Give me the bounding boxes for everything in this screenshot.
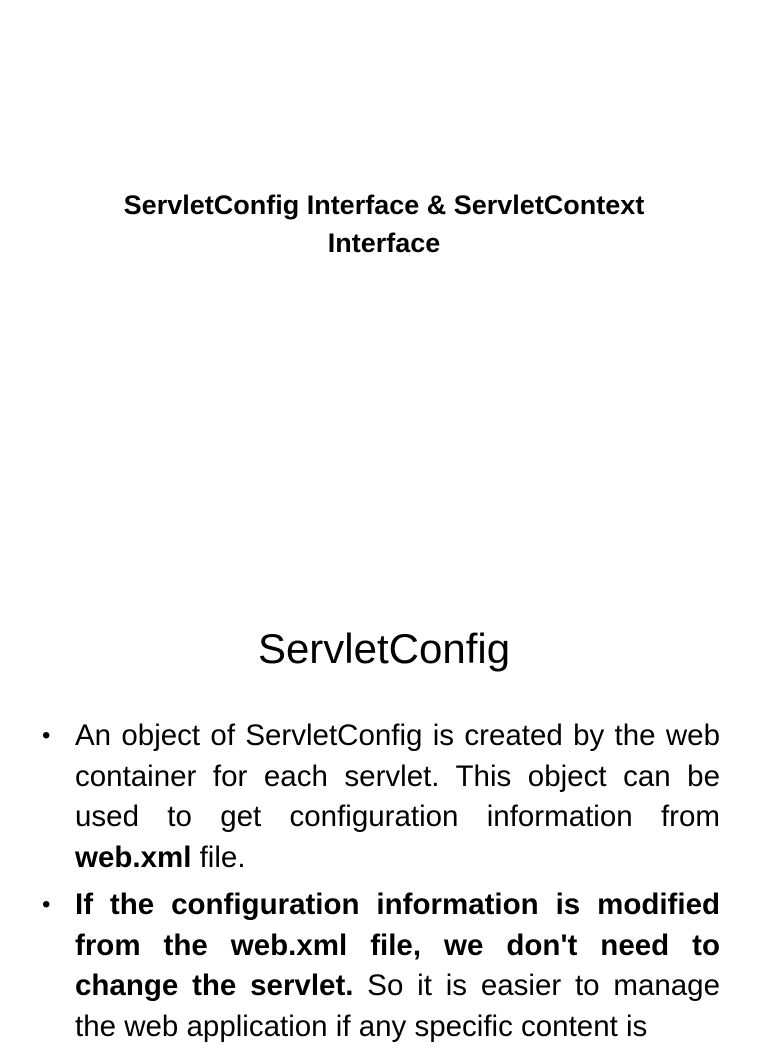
slide-2-title: ServletConfig <box>257 625 511 672</box>
slide-1-title-line-2: Interface <box>327 228 441 258</box>
bullet-2-text: So it is easier to manage the web application if any specific content is <box>75 969 720 1043</box>
bullet-item-2 <box>40 885 720 1047</box>
slide-1-title-line-1: ServletConfig Interface & ServletContext <box>123 190 645 220</box>
bullet-marker: • <box>42 722 51 749</box>
slide-1-title <box>84 186 684 262</box>
bullet-marker: • <box>42 891 51 918</box>
slide-2 <box>0 576 768 1043</box>
bullet-list <box>40 716 720 1054</box>
bullet-2-bold-text: If the configuration information is modified from the web.xml file, we don't need to change the servlet. <box>75 888 720 1002</box>
bullet-1-text-end: file. <box>191 840 246 874</box>
bullet-1-bold-term: web.xml <box>75 840 192 874</box>
bullet-1-text-start: An object of ServletConfig is created by the web container for each servlet. This object can be used to get configuration information from <box>75 719 720 833</box>
bullet-item-1 <box>40 716 720 878</box>
